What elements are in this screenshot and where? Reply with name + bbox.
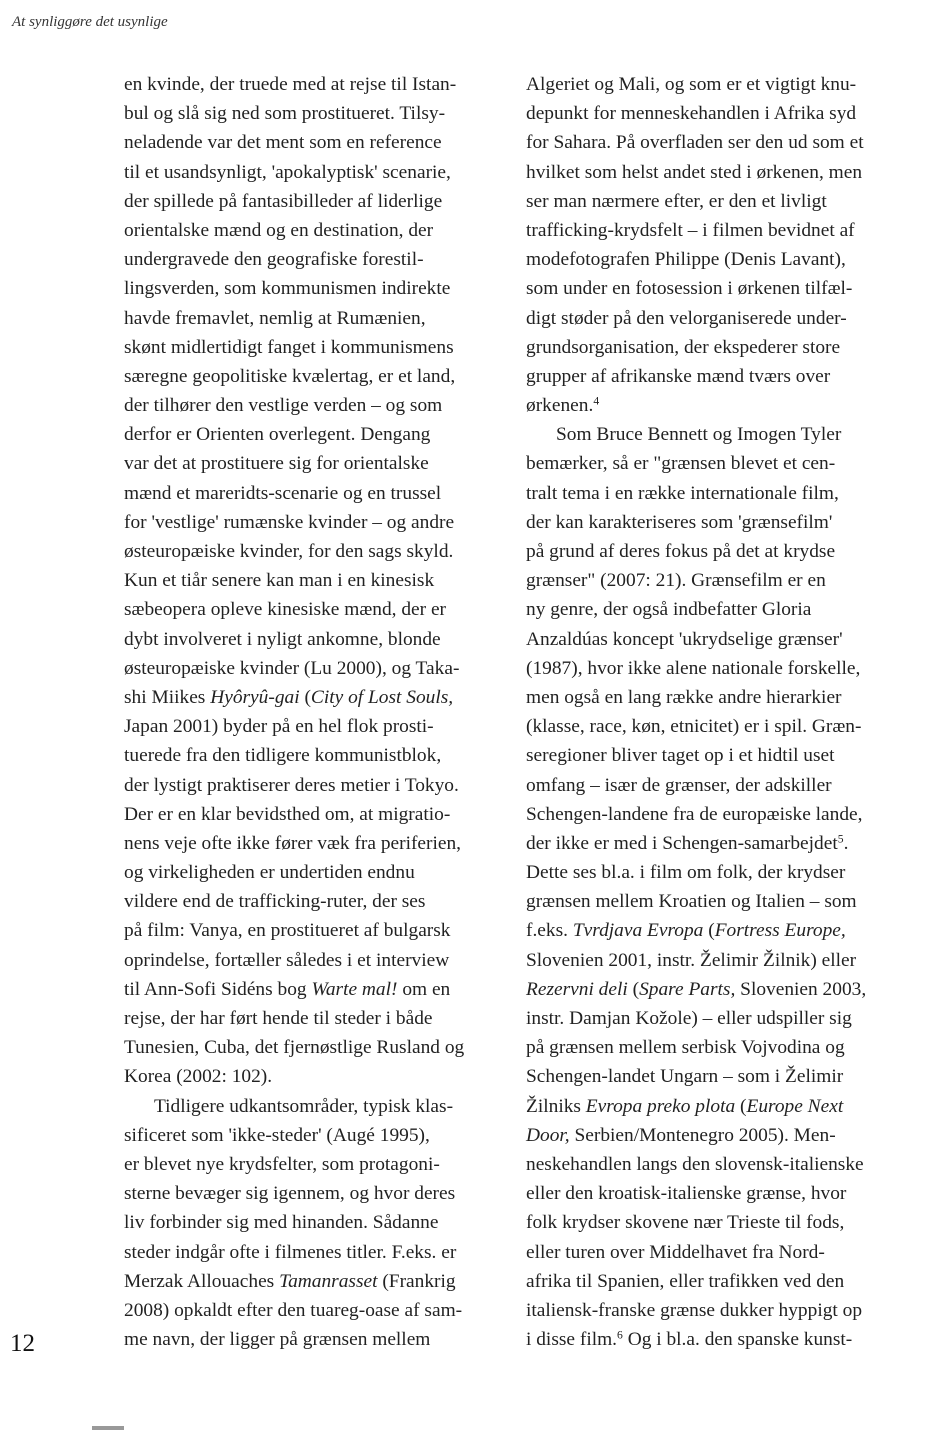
text-run: orientalske mænd og en destination, der [124, 219, 434, 241]
text-line [124, 70, 502, 99]
text-run: Serbien/Montenegro 2005). Men- [569, 1124, 836, 1146]
text-line [124, 274, 502, 303]
text-line [526, 449, 898, 478]
text-run: for Sahara. På overfladen ser den ud som et [526, 132, 864, 154]
text-run: f.eks. [526, 920, 573, 942]
text-line [124, 1296, 502, 1325]
text-line [124, 1092, 502, 1121]
text-line [124, 654, 502, 683]
text-run: Algeriet og Mali, og som er et vigtigt knu- [526, 74, 857, 95]
text-run: i disse film. [526, 1329, 618, 1351]
text-run: folk krydser skovene nær Trieste til fods, [526, 1212, 845, 1234]
text-line [526, 1179, 898, 1208]
text-line [526, 595, 898, 624]
text-line [124, 712, 502, 741]
text-run: der spillede på fantasibilleder af liderlige [124, 190, 443, 212]
text-line [526, 128, 898, 157]
text-run: . [843, 832, 849, 854]
text-run: ørkenen. [526, 395, 594, 417]
text-line [124, 1179, 502, 1208]
text-run: Der er en klar bevidsthed om, at migratio- [124, 803, 451, 825]
text-run: særegne geopolitiske kvælertag, er et land, [124, 365, 456, 387]
text-line [124, 1325, 502, 1354]
text-line [124, 1150, 502, 1179]
text-line [124, 158, 502, 187]
text-line [526, 683, 898, 712]
text-run: Korea (2002: 102). [124, 1066, 273, 1088]
text-run: (klasse, race, køn, etnicitet) er i spil. Græn- [526, 716, 862, 738]
text-line [526, 99, 898, 128]
text-line [526, 916, 898, 945]
running-head: At synliggøre det usynlige [12, 14, 168, 30]
text-line [526, 187, 898, 216]
text-line [124, 1267, 502, 1296]
text-run: Som Bruce Bennett og Imogen Tyler [556, 424, 842, 446]
text-line [124, 1062, 502, 1091]
text-line [124, 449, 502, 478]
text-run: sæbeopera opleve kinesiske mænd, der er [124, 599, 447, 621]
footnote-ref: 6 [617, 1328, 623, 1342]
text-line [124, 625, 502, 654]
text-line [526, 975, 898, 1004]
italic-title: Door, [526, 1124, 570, 1146]
text-line [526, 537, 898, 566]
text-run: ( [703, 920, 715, 942]
text-line [124, 362, 502, 391]
text-run: ( [299, 686, 311, 708]
text-line [124, 99, 502, 128]
text-run: derfor er Orienten overlegent. Dengang [124, 424, 431, 446]
text-run: undergravede den geografiske forestil- [124, 249, 424, 271]
text-line [124, 595, 502, 624]
italic-title: Rezervni deli [526, 978, 628, 1000]
text-line [526, 1062, 898, 1091]
text-line [526, 625, 898, 654]
text-line [124, 479, 502, 508]
text-line [124, 391, 502, 420]
text-run: me navn, der ligger på grænsen mellem [124, 1329, 431, 1351]
text-run: seregioner bliver taget op i et hidtil uset [526, 745, 835, 767]
text-line [124, 975, 502, 1004]
text-run: Slovenien 2001, instr. Želimir Žilnik) eller [526, 949, 857, 971]
text-line [124, 187, 502, 216]
italic-title: Warte mal! [311, 978, 398, 1000]
text-run: Tunesien, Cuba, det fjernøstlige Rusland og [124, 1037, 465, 1059]
text-line [526, 274, 898, 303]
text-line [526, 1296, 898, 1325]
text-run: er blevet nye krydsfelter, som protagoni- [124, 1153, 440, 1175]
text-run: liv forbinder sig med hinanden. Sådanne [124, 1212, 439, 1234]
text-run: Schengen-landet Ungarn – som i Želimir [526, 1066, 844, 1088]
text-run: Slovenien 2003, [735, 978, 867, 1000]
text-line [124, 858, 502, 887]
text-run: Og i bl.a. den spanske kunst- [622, 1329, 853, 1351]
footnote-ref: 5 [837, 832, 844, 846]
text-run: havde fremavlet, nemlig at Rumænien, [124, 307, 426, 329]
text-run: afrika til Spanien, eller trafikken ved den [526, 1270, 845, 1292]
text-line [124, 829, 502, 858]
text-line [526, 391, 898, 420]
text-run: ny genre, der også indbefatter Gloria [526, 599, 812, 621]
text-run: mænd et mareridts-scenarie og en trussel [124, 482, 442, 504]
text-run: Schengen-landene fra de europæiske lande, [526, 803, 863, 825]
page-number: 12 [10, 1330, 35, 1357]
text-line [124, 946, 502, 975]
text-run: dybt involveret i nyligt ankomne, blonde [124, 628, 441, 650]
text-line [526, 362, 898, 391]
text-line [526, 245, 898, 274]
text-line [124, 916, 502, 945]
text-run: tralt tema i en række internationale film, [526, 482, 839, 504]
text-run: trafficking-krydsfelt – i filmen bevidnet af [526, 219, 855, 241]
text-run: der kan karakteriseres som 'grænsefilm' [526, 511, 833, 533]
text-run: der tilhører den vestlige verden – og som [124, 395, 443, 417]
text-line [124, 1033, 502, 1062]
text-line [526, 771, 898, 800]
text-run: var det at prostituere sig for orientalske [124, 453, 429, 475]
text-line [124, 887, 502, 916]
text-run: Japan 2001) byder på en hel flok prosti- [124, 716, 434, 738]
text-line [526, 479, 898, 508]
text-line [526, 858, 898, 887]
text-line [526, 946, 898, 975]
text-run: grænser" (2007: 21). Grænsefilm er en [526, 570, 826, 592]
scan-edge-mark [92, 1426, 124, 1430]
text-run: sificeret som 'ikke-steder' (Augé 1995), [124, 1124, 430, 1146]
italic-title: Hyôryû-gai [210, 686, 300, 708]
text-run: der lystigt praktiserer deres metier i Tokyo. [124, 774, 459, 796]
text-line [526, 1033, 898, 1062]
text-run: på film: Vanya, en prostitueret af bulgarsk [124, 920, 451, 942]
text-run: tuerede fra den tidligere kommunistblok, [124, 745, 442, 767]
text-run: der ikke er med i Schengen-samarbejdet [526, 832, 838, 854]
text-run: lingsverden, som kommunismen indirekte [124, 278, 451, 300]
text-line [124, 537, 502, 566]
text-run: neladende var det ment som en reference [124, 132, 442, 154]
text-line [124, 304, 502, 333]
text-run: og virkeligheden er undertiden endnu [124, 862, 415, 884]
text-run: rejse, der har ført hende til steder i både [124, 1008, 433, 1029]
text-run: en kvinde, der truede med at rejse til Istan- [124, 74, 457, 95]
italic-title: Tamanrasset [279, 1270, 378, 1292]
text-run: neskehandlen langs den slovensk-italienske [526, 1153, 864, 1175]
text-line [526, 1208, 898, 1237]
text-run: Anzaldúas koncept 'ukrydselige grænser' [526, 628, 843, 650]
text-run: ser man nærmere efter, er den et livligt [526, 190, 827, 212]
text-line [124, 1238, 502, 1267]
text-line [526, 1325, 898, 1354]
text-line [526, 1004, 898, 1033]
text-run: instr. Damjan Kožole) – eller udspiller sig [526, 1008, 852, 1029]
text-line [526, 420, 898, 449]
text-line [526, 1092, 898, 1121]
text-run: eller den kroatisk-italienske grænse, hvor [526, 1183, 847, 1205]
text-line [124, 566, 502, 595]
text-run: grupper af afrikanske mænd tværs over [526, 365, 831, 387]
text-line [124, 771, 502, 800]
text-line [124, 1004, 502, 1033]
text-line [124, 683, 502, 712]
text-line [526, 800, 898, 829]
text-line [526, 1238, 898, 1267]
italic-title: Europe Next [746, 1095, 844, 1117]
text-run: østeuropæiske kvinder, for den sags skyld. [124, 541, 454, 562]
text-run: Tidligere udkantsområder, typisk klas- [154, 1095, 454, 1117]
text-run: bemærker, så er "grænsen blevet et cen- [526, 453, 836, 475]
text-run: omfang – især de grænser, der adskiller [526, 774, 832, 796]
text-run: til et usandsynligt, 'apokalyptisk' scenarie, [124, 161, 451, 183]
text-run: (1987), hvor ikke alene nationale forskelle, [526, 657, 861, 679]
text-run: nens veje ofte ikke fører væk fra periferien, [124, 832, 462, 854]
text-line [124, 420, 502, 449]
text-line [526, 1121, 898, 1150]
text-line [526, 654, 898, 683]
text-run: Merzak Allouaches [124, 1270, 280, 1292]
text-run: Žilniks [526, 1095, 586, 1117]
text-line [526, 712, 898, 741]
text-run: ( [627, 978, 640, 1000]
text-run: på grund af deres fokus på det at krydse [526, 541, 836, 562]
text-line [124, 1121, 502, 1150]
text-line [526, 741, 898, 770]
text-run: Kun et tiår senere kan man i en kinesisk [124, 570, 435, 592]
text-run: digt støder på den velorganiserede under- [526, 307, 847, 329]
text-line [526, 566, 898, 595]
text-run: italiensk-franske grænse dukker hyppigt op [526, 1299, 863, 1321]
text-line [124, 245, 502, 274]
italic-title: Tvrdjava Evropa [572, 920, 704, 942]
text-line [124, 741, 502, 770]
text-run: grænsen mellem Kroatien og Italien – som [526, 891, 857, 913]
text-line [124, 508, 502, 537]
text-line [526, 304, 898, 333]
text-run: om en [397, 978, 451, 1000]
text-run: men også en lang række andre hierarkier [526, 686, 842, 708]
text-line [526, 829, 898, 858]
italic-title: Fortress Europe, [714, 920, 846, 942]
text-line [124, 128, 502, 157]
italic-title: Spare Parts, [639, 978, 736, 1000]
text-run: som under en fotosession i ørkenen tilfæl- [526, 278, 853, 300]
text-line [526, 1150, 898, 1179]
text-run: oprindelse, fortæller således i et interview [124, 949, 450, 971]
text-run: grundsorganisation, der ekspederer store [526, 336, 841, 358]
text-run: modefotografen Philippe (Denis Lavant), [526, 249, 846, 271]
text-line [526, 887, 898, 916]
text-run: 2008) opkaldt efter den tuareg-oase af sam- [124, 1299, 463, 1321]
text-run: (Frankrig [377, 1270, 456, 1292]
italic-title: Evropa preko plota [585, 1095, 736, 1117]
text-line [526, 508, 898, 537]
text-run: vildere end de trafficking-ruter, der ses [124, 891, 426, 913]
text-run: depunkt for menneskehandlen i Afrika syd [526, 103, 857, 125]
text-run: bul og slå sig ned som prostitueret. Tilsy- [124, 103, 446, 125]
text-line [526, 216, 898, 245]
text-run: shi Miikes [124, 686, 211, 708]
text-line [124, 800, 502, 829]
right-text-column [526, 70, 898, 1354]
text-run: sterne bevæger sig igennem, og hvor deres [124, 1183, 456, 1205]
text-run: Dette ses bl.a. i film om folk, der krydser [526, 862, 846, 884]
text-line [526, 333, 898, 362]
text-line [124, 1208, 502, 1237]
left-text-column [124, 70, 502, 1354]
text-line [124, 333, 502, 362]
footnote-ref: 4 [593, 394, 600, 408]
text-run: for 'vestlige' rumænske kvinder – og andre [124, 511, 455, 533]
text-run: ( [735, 1095, 747, 1117]
text-run: skønt midlertidigt fanget i kommunismens [124, 336, 454, 358]
text-run: eller turen over Middelhavet fra Nord- [526, 1241, 825, 1263]
text-run: på grænsen mellem serbisk Vojvodina og [526, 1037, 845, 1059]
text-line [124, 216, 502, 245]
text-run: steder indgår ofte i filmenes titler. F.eks. er [124, 1241, 457, 1263]
text-line [526, 158, 898, 187]
text-line [526, 1267, 898, 1296]
text-line [526, 70, 898, 99]
text-run: østeuropæiske kvinder (Lu 2000), og Taka- [124, 657, 460, 679]
italic-title: City of Lost Souls, [310, 686, 454, 708]
text-run: hvilket som helst andet sted i ørkenen, men [526, 161, 863, 183]
text-run: til Ann-Sofi Sidéns bog [124, 978, 312, 1000]
